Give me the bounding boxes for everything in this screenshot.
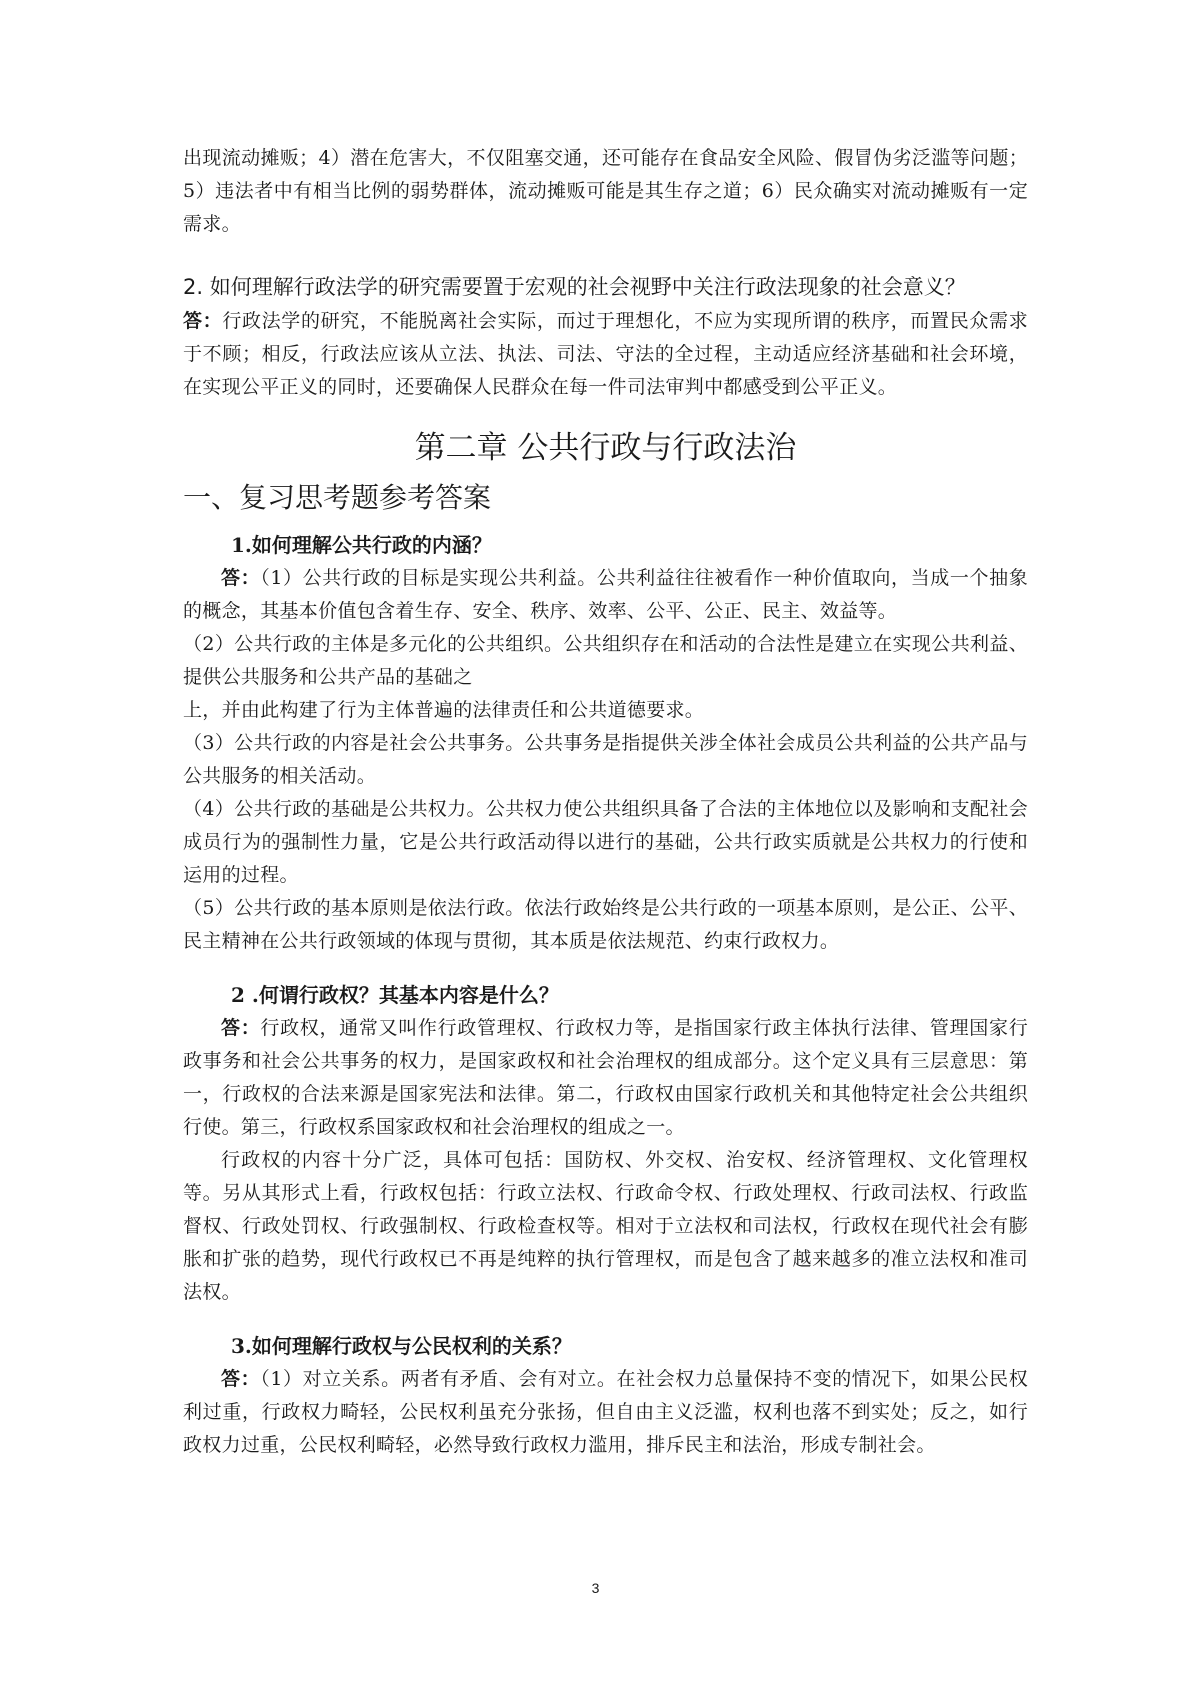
page-number: 3 bbox=[591, 1580, 600, 1596]
intro-paragraph: 出现流动摊贩；4）潜在危害大，不仅阻塞交通，还可能存在食品安全风险、假冒伪劣泛滥等问题；5）违法者中有相当比例的弱势群体，流动摊贩可能是其生存之道；6）民众确实对流动摊贩有一定需求。 bbox=[183, 147, 1028, 235]
answer-text: （1）公共行政的目标是实现公共利益。公共利益往往被看作一种价值取向，当成一个抽象的概念，其基本价值包含着生存、安全、秩序、效率、公平、公正、民主、效益等。 bbox=[183, 567, 1028, 622]
question-heading: 1.如何理解公共行政的内涵？ bbox=[231, 533, 492, 557]
answer-text: 行政权，通常又叫作行政管理权、行政权力等，是指国家行政主体执行法律、管理国家行政事务和社会公共事务的权力，是国家政权和社会治理权的组成部分。这个定义具有三层意思：第一，行政权的合法来源是国家宪法和法律。第二，行政权由国家行政机关和其他特定社会公共组织行使。第三，行政权系国家政权和社会治理权的组成之一。 bbox=[183, 1017, 1028, 1138]
question-heading: 2 .何谓行政权？其基本内容是什么？ bbox=[231, 983, 559, 1007]
answer-paragraph: （3）公共行政的内容是社会公共事务。公共事务是指提供关涉全体社会成员公共利益的公共产品与公共服务的相关活动。 bbox=[183, 732, 1028, 787]
question-heading: 3.如何理解行政权与公民权利的关系？ bbox=[231, 1334, 572, 1358]
chapter-title: 第二章 公共行政与行政法治 bbox=[414, 430, 797, 466]
answer-paragraph bbox=[183, 1012, 1028, 1144]
answer-paragraph bbox=[183, 562, 1028, 628]
answer-text: （1）对立关系。两者有矛盾、会有对立。在社会权力总量保持不变的情况下，如果公民权利过重，行政权力畸轻，公民权利虽充分张扬，但自由主义泛滥，权利也落不到实处；反之，如行政权力过重，公民权利畸轻，必然导致行政权力滥用，排斥民主和法治，形成专制社会。 bbox=[183, 1368, 1028, 1456]
question-heading: 2. 如何理解行政法学的研究需要置于宏观的社会视野中关注行政法现象的社会意义？ bbox=[183, 275, 966, 299]
answer-paragraph: （5）公共行政的基本原则是依法行政。依法行政始终是公共行政的一项基本原则，是公正、公平、民主精神在公共行政领域的体现与贯彻，其本质是依法规范、约束行政权力。 bbox=[183, 897, 1028, 952]
answer-paragraph: 上，并由此构建了行为主体普遍的法律责任和公共道德要求。 bbox=[183, 699, 705, 721]
page-content bbox=[183, 142, 1028, 1462]
answer-paragraph: （4）公共行政的基础是公共权力。公共权力使公共组织具备了合法的主体地位以及影响和支配社会成员行为的强制性力量，它是公共行政活动得以进行的基础，公共行政实质就是公共权力的行使和运用的过程。 bbox=[183, 798, 1028, 886]
answer-paragraph: 行政权的内容十分广泛，具体可包括：国防权、外交权、治安权、经济管理权、文化管理权等。另从其形式上看，行政权包括：行政立法权、行政命令权、行政处理权、行政司法权、行政监督权、行政处罚权、行政强制权、行政检查权等。相对于立法权和司法权，行政权在现代社会有膨胀和扩张的趋势，现代行政权已不再是纯粹的执行管理权，而是包含了越来越多的准立法权和准司法权。 bbox=[183, 1149, 1028, 1303]
answer-label: 答： bbox=[183, 310, 223, 332]
answer-label: 答： bbox=[221, 567, 261, 589]
answer-label: 答： bbox=[221, 1368, 261, 1390]
answer-paragraph: （2）公共行政的主体是多元化的公共组织。公共组织存在和活动的合法性是建立在实现公共利益、提供公共服务和公共产品的基础之 bbox=[183, 633, 1028, 688]
section-title: 一、复习思考题参考答案 bbox=[183, 481, 492, 514]
answer-paragraph bbox=[183, 305, 1028, 404]
answer-paragraph bbox=[183, 1363, 1028, 1462]
answer-label: 答： bbox=[221, 1017, 261, 1039]
answer-text: 行政法学的研究，不能脱离社会实际，而过于理想化，不应为实现所谓的秩序，而置民众需求于不顾；相反，行政法应该从立法、执法、司法、守法的全过程，主动适应经济基础和社会环境，在实现公平正义的同时，还要确保人民群众在每一件司法审判中都感受到公平正义。 bbox=[183, 310, 1028, 398]
